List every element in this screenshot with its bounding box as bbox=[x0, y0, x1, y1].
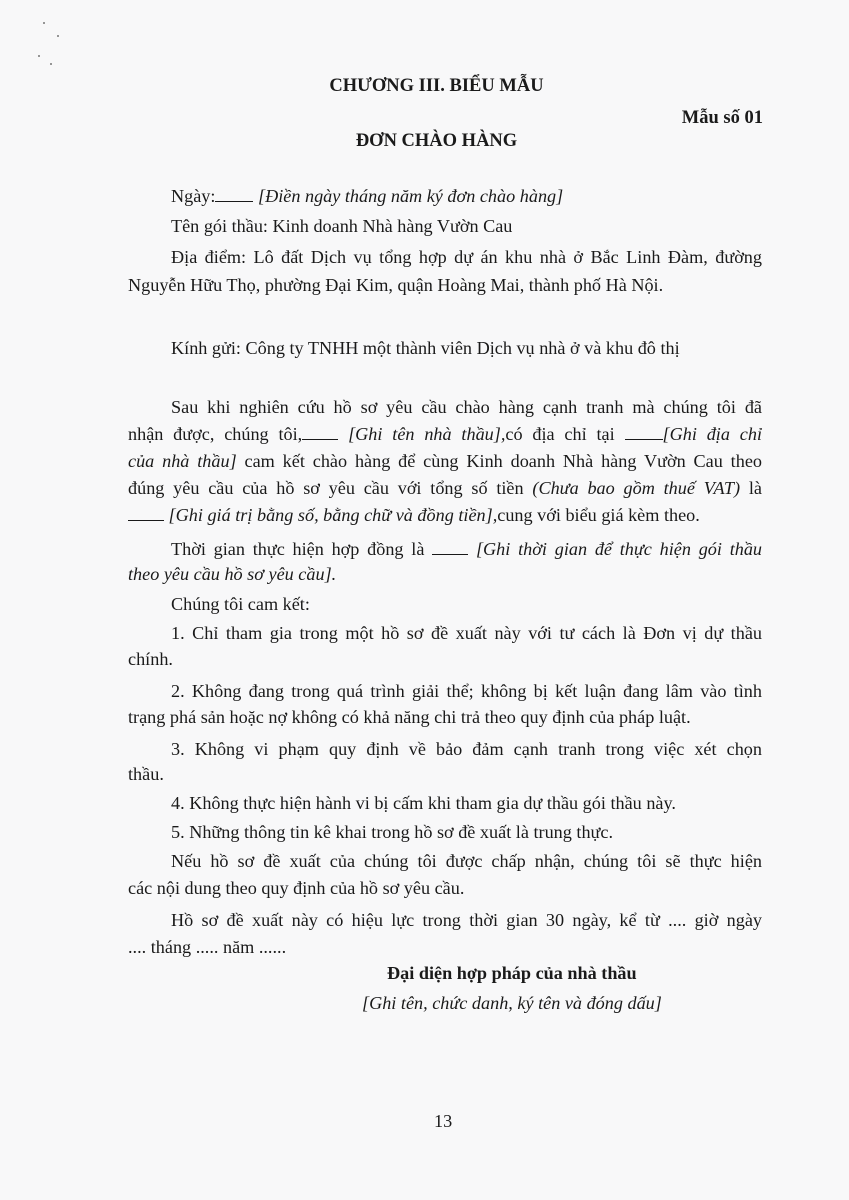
date-blank bbox=[215, 186, 253, 202]
location-line-1: Địa điểm: Lô đất Dịch vụ tổng hợp dự án khu nhà ở Bắc Linh Đàm, đường bbox=[171, 247, 762, 267]
scan-speck bbox=[50, 63, 52, 65]
p1-line-1: Sau khi nghiên cứu hồ sơ yêu cầu chào hàng cạnh tranh mà chúng tôi đã bbox=[171, 397, 762, 417]
commit-3-line-2: thầu. bbox=[128, 764, 164, 784]
p2-line-1 bbox=[171, 538, 762, 560]
date-hint: [Điền ngày tháng năm ký đơn chào hàng] bbox=[258, 186, 564, 206]
p1-text-a: nhận được, chúng tôi, bbox=[128, 424, 303, 444]
p3-line-2: các nội dung theo quy định của hồ sơ yêu cầu. bbox=[128, 878, 465, 898]
form-number: Mẫu số 01 bbox=[681, 108, 763, 128]
p1-text-g: là bbox=[748, 478, 763, 498]
p2-line-2: theo yêu cầu hồ sơ yêu cầu]. bbox=[128, 564, 337, 584]
commit-5: 5. Những thông tin kê khai trong hồ sơ đề xuất là trung thực. bbox=[171, 822, 614, 842]
scan-speck bbox=[38, 55, 40, 57]
p1-line-3 bbox=[128, 450, 762, 472]
price-blank bbox=[128, 505, 164, 521]
p1-line-4 bbox=[128, 477, 762, 499]
p1-text-f: đúng yêu cầu của hồ sơ yêu cầu với tổng số tiền bbox=[128, 478, 524, 498]
p3-line-1: Nếu hồ sơ đề xuất của chúng tôi được chấp nhận, chúng tôi sẽ thực hiện bbox=[171, 851, 762, 871]
p2-text-a: Thời gian thực hiện hợp đồng là bbox=[171, 539, 425, 559]
p1-text-h: cung với biểu giá kèm theo. bbox=[497, 505, 700, 525]
commit-1-line-1: 1. Chỉ tham gia trong một hồ sơ đề xuất này với tư cách là Đơn vị dự thầu bbox=[171, 623, 762, 643]
scan-speck bbox=[43, 22, 45, 24]
p4-line-2: .... tháng ..... năm ...... bbox=[128, 937, 287, 957]
p1-line-2 bbox=[128, 423, 762, 445]
commit-intro: Chúng tôi cam kết: bbox=[171, 594, 310, 614]
chapter-title: CHƯƠNG III. BIỂU MẪU bbox=[329, 76, 544, 96]
page-number: 13 bbox=[434, 1111, 453, 1131]
commit-4: 4. Không thực hiện hành vi bị cấm khi tham gia dự thầu gói thầu này. bbox=[171, 793, 676, 813]
address-hint: [Ghi địa chỉ bbox=[662, 424, 762, 444]
date-label: Ngày: bbox=[171, 186, 216, 206]
package-line: Tên gói thầu: Kinh doanh Nhà hàng Vườn Cau bbox=[171, 216, 513, 236]
date-line bbox=[171, 185, 762, 207]
signature-hint: [Ghi tên, chức danh, ký tên và đóng dấu] bbox=[362, 993, 662, 1013]
commit-2-line-2: trạng phá sản hoặc nợ không có khả năng chi trả theo quy định của pháp luật. bbox=[128, 707, 691, 727]
scan-speck bbox=[57, 35, 59, 37]
address-hint-cont: của nhà thầu] bbox=[128, 451, 237, 471]
commit-1-line-2: chính. bbox=[128, 649, 173, 669]
price-hint: [Ghi giá trị bằng số, bằng chữ và đồng tiền], bbox=[168, 505, 498, 525]
p1-line-5 bbox=[128, 504, 762, 526]
p1-text-e: cam kết chào hàng để cùng Kinh doanh Nhà hàng Vườn Cau theo bbox=[244, 451, 762, 471]
duration-blank bbox=[432, 539, 468, 555]
p1-text-c: có địa chỉ tại bbox=[505, 424, 615, 444]
address-blank bbox=[625, 424, 663, 440]
commit-3-line-1: 3. Không vi phạm quy định về bảo đảm cạnh tranh trong việc xét chọn bbox=[171, 739, 762, 759]
form-title: ĐƠN CHÀO HÀNG bbox=[355, 131, 518, 151]
commit-2-line-1: 2. Không đang trong quá trình giải thể; không bị kết luận đang lâm vào tình bbox=[171, 681, 762, 701]
contractor-name-hint: [Ghi tên nhà thầu], bbox=[348, 424, 506, 444]
p4-line-1: Hồ sơ đề xuất này có hiệu lực trong thời gian 30 ngày, kể từ .... giờ ngày bbox=[171, 910, 762, 930]
location-line-2: Nguyễn Hữu Thọ, phường Đại Kim, quận Hoàng Mai, thành phố Hà Nội. bbox=[128, 275, 664, 295]
recipient-line: Kính gửi: Công ty TNHH một thành viên Dịch vụ nhà ở và khu đô thị bbox=[171, 338, 680, 358]
signature-title: Đại diện hợp pháp của nhà thầu bbox=[387, 963, 637, 983]
duration-hint: [Ghi thời gian để thực hiện gói thầu bbox=[475, 539, 763, 559]
vat-note: (Chưa bao gồm thuế VAT) bbox=[532, 478, 741, 498]
contractor-name-blank bbox=[302, 424, 338, 440]
